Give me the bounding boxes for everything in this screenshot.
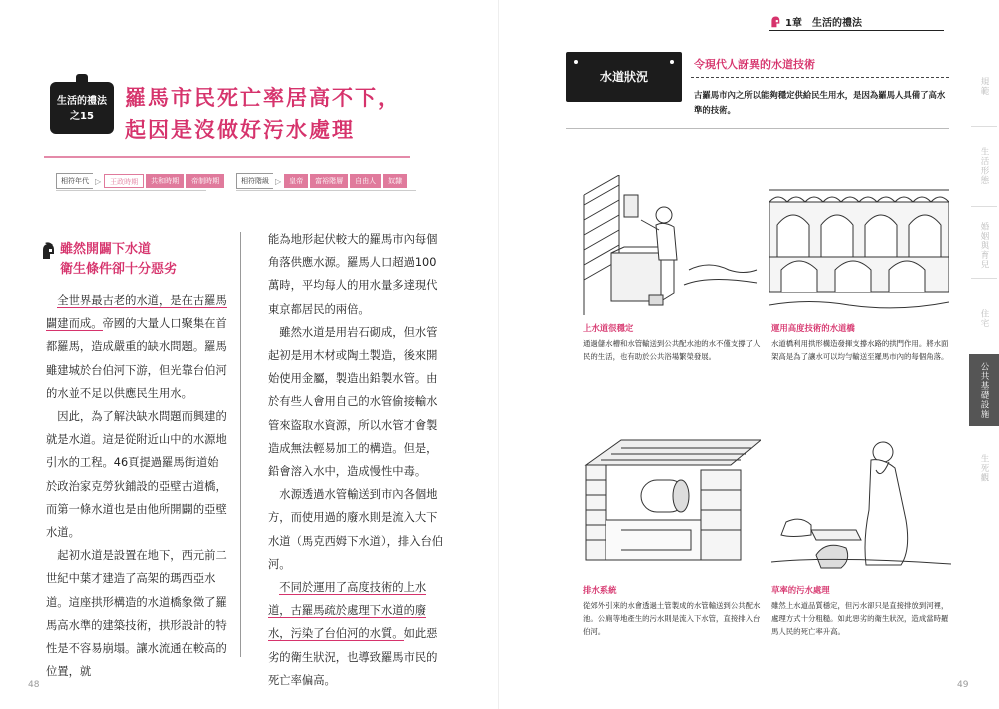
left-page bbox=[0, 0, 499, 709]
page-title bbox=[125, 82, 401, 146]
side-nav-item[interactable]: 住宅 bbox=[979, 308, 989, 328]
divider bbox=[236, 190, 416, 191]
drainage-illustration bbox=[581, 430, 761, 570]
caption bbox=[771, 584, 951, 638]
body-paragraph: 雖然水道是用岩石砌成，但水管起初是用木材或陶土製造，後來開始使用金屬，製造出鉛製水管。由於有些人會用自己的水管偷接輸水管來盜取水資源，所以水管才會製造成無法輕易加工的構造。但是，鉛會溶入水中，造成慢性中毒。 bbox=[268, 325, 438, 479]
caption-title: 運用高度技術的水道橋 bbox=[771, 323, 855, 333]
divider bbox=[566, 128, 949, 129]
caption-body: 從郊外引來的水會透過土管製成的水管輸送到公共配水池。公廁等地產生的污水則是流入下水管，直接排入台伯河。 bbox=[583, 601, 761, 636]
body-paragraph: 能為地形起伏較大的羅馬市內每個角落供應水源。羅馬人口超過100萬時，平均每人的用水量多達現代東京都居民的兩倍。 bbox=[268, 233, 438, 316]
section-box: 水道狀況 bbox=[566, 52, 682, 102]
helmet-icon bbox=[40, 242, 56, 260]
highlight-text: 不同於運用了高度技術的上水道，古羅馬疏於處理下水道的廢水，污染了台伯河的水質。 bbox=[268, 581, 427, 641]
caption-body: 水道橋利用拱形構造發揮支撐水路的拱門作用。將水面架高是為了讓水可以均勻輸送至羅馬市內的每個角落。 bbox=[771, 339, 949, 361]
body-text: 如此惡劣的衛生狀況，也導致羅馬市民的死亡率偏高。 bbox=[268, 627, 438, 687]
body-text: 帝國的大量人口聚集在首都羅馬，造成嚴重的缺水問題。羅馬雖建城於台伯河下游，但光靠台伯河的水並不足以供應民生用水。 bbox=[46, 317, 227, 400]
badge-line1: 生活的禮法 bbox=[57, 96, 107, 107]
class-tag: 奴隸 bbox=[383, 174, 407, 188]
triangle-icon: ▷ bbox=[275, 176, 282, 186]
column-divider bbox=[240, 232, 241, 657]
caption-title: 草率的污水處理 bbox=[771, 585, 830, 595]
text-column-1 bbox=[46, 289, 228, 683]
body-paragraph: 因此，為了解決缺水問題而興建的就是水道。這是從附近山中的水源地引水的工程。46頁提過羅馬街道始於政治家克勞狄鋪設的亞壁古道橋，而第一條水道也是由他所開闢的亞壁水道。 bbox=[46, 410, 227, 540]
era-tag: 帝制時期 bbox=[186, 174, 224, 188]
caption bbox=[771, 322, 951, 363]
triangle-icon: ▷ bbox=[95, 176, 102, 186]
era-tag: 共和時期 bbox=[146, 174, 184, 188]
water-tank-illustration bbox=[579, 175, 759, 315]
class-tag: 皇帝 bbox=[284, 174, 308, 188]
highlight-text: 全世界最古老的水道，是在古羅馬闢建而成。 bbox=[46, 294, 227, 331]
side-nav-item[interactable]: 生活形態 bbox=[979, 147, 989, 185]
chapter-header bbox=[769, 14, 862, 29]
badge-line2: 之15 bbox=[70, 111, 94, 122]
subhead-line1: 雖然開闢下水道 bbox=[60, 242, 152, 257]
caption bbox=[583, 322, 763, 363]
era-label: 相符年代 bbox=[56, 173, 93, 189]
title-line1: 羅馬市民死亡率居高不下， bbox=[125, 86, 401, 110]
caption-body: 通過儲水槽和水管輸送到公共配水池的水不僅支撐了人民的生活，也有助於公共浴場繁榮發展。 bbox=[583, 339, 761, 361]
section-heading: 令現代人訝異的水道技術 bbox=[694, 58, 815, 71]
side-nav-item[interactable]: 規範 bbox=[979, 76, 989, 96]
chapter-badge bbox=[50, 82, 114, 134]
helmet-icon bbox=[769, 15, 781, 28]
subhead-line2: 衛生條件卻十分惡劣 bbox=[60, 262, 178, 277]
body-paragraph: 水源透過水管輸送到市內各個地方，而使用過的廢水則是流入大下水道（馬克西姆下水道），排入台伯河。 bbox=[268, 488, 444, 571]
section-subhead bbox=[60, 240, 177, 280]
title-divider bbox=[44, 156, 410, 158]
right-page bbox=[499, 0, 999, 709]
sick-citizens-illustration bbox=[771, 430, 951, 570]
divider bbox=[56, 190, 206, 191]
body-paragraph: 起初水道是設置在地下，西元前二世紀中葉才建造了高架的瑪西亞水道。這座拱形構造的水道橋象徵了羅馬高水準的建築技術，拱形設計的特性是不容易崩塌。讓水流通在較高的位置，就 bbox=[46, 549, 227, 679]
divider bbox=[769, 30, 944, 31]
dashed-divider bbox=[691, 77, 949, 78]
side-nav-item[interactable]: 生死觀 bbox=[979, 453, 989, 483]
class-tag: 富裕階層 bbox=[310, 174, 348, 188]
aqueduct-illustration bbox=[769, 180, 949, 320]
class-label: 相符階級 bbox=[236, 173, 273, 189]
page-number: 48 bbox=[28, 680, 40, 690]
era-row bbox=[56, 172, 226, 190]
chapter-title: 1章 生活的禮法 bbox=[785, 18, 862, 29]
page-number: 49 bbox=[957, 680, 969, 690]
title-line2: 起因是沒做好污水處理 bbox=[125, 118, 355, 142]
era-tag: 王政時期 bbox=[104, 174, 144, 188]
caption-title: 排水系統 bbox=[583, 585, 617, 595]
class-row bbox=[236, 172, 409, 190]
caption-title: 上水道很穩定 bbox=[583, 323, 634, 333]
text-column-2 bbox=[268, 228, 444, 692]
side-nav-item[interactable]: 婚姻與育兒 bbox=[979, 222, 989, 270]
caption-body: 雖然上水道品質穩定，但污水卻只是直接排放到河裡，處理方式十分粗糙。如此惡劣的衛生狀況，造成當時羅馬人民的死亡率升高。 bbox=[771, 601, 949, 636]
section-body: 古羅馬市內之所以能夠穩定供給民生用水，是因為羅馬人具備了高水準的技術。 bbox=[694, 90, 946, 115]
class-tag: 自由人 bbox=[350, 174, 381, 188]
side-nav-item-active[interactable]: 公共基礎設施 bbox=[969, 354, 999, 426]
caption bbox=[583, 584, 763, 638]
